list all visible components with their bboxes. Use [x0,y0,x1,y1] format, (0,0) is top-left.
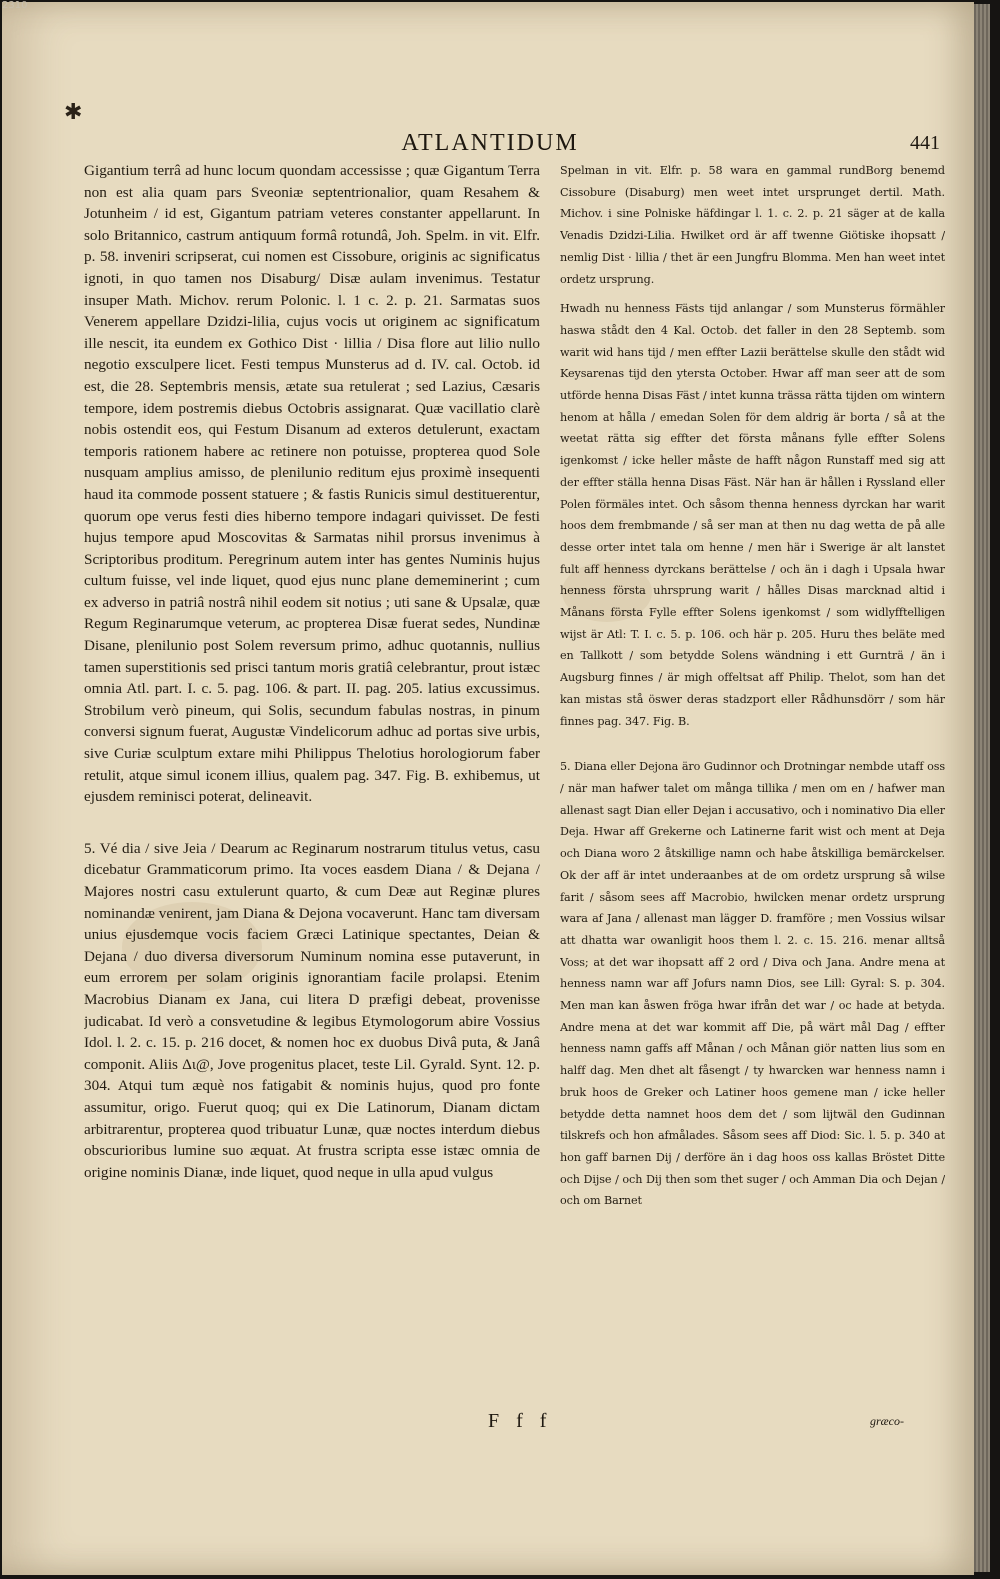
swedish-paragraph: Spelman in vit. Elfr. p. 58 wara en gammal rundBorg benemd Cissobure (Disaburg) men weet intet ursprunget dertil. Math. Michov. i sine Polniske häfdingar l. 1. c. 2. p. 21 säger at de kalla Venadis Dzidzi-Lilia. Hwilket ord är aff twenne Giötiske ihopsatt / nemlig Dist · lillia / thet är een Jungfru Blomma. Men han weet intet ordetz ursprung. [560,164,945,286]
page-number: 441 [910,132,940,154]
catchword: græco- [870,1414,904,1428]
running-head-title: ATLANTIDUM [401,130,579,156]
signature-mark: F f f [488,1410,553,1432]
swedish-paragraph: Hwadh nu henness Fästs tijd anlangar / som Munsterus förmähler haswa stådt den 4 Kal. Octob. det faller in den 28 Septemb. som warit wid hans tijd / men effter Lazii berättelse skulle den stådt wid Keysarenas tijd den ytersta October. Hwar aff man seer att de som utförde henna Disas Fäst / intet kunna trässa rätta tijden om wintern henom at hålla / emedan Solen för dem aldrig är borta / så at the weetat rätta sig effter det första månans fylle effter Solens igenkomst / icke heller måste de hafft någon Runstaff med sig att der effter ställa henna Disas Fäst. När han är hållen i Ryssland eller Polen förmäles intet. Och såsom thenna henness dyrckan har warit hoos dem frembmande / så ser man at then nu dag wetta de på alle desse orter intet tala om henne / men här i Swerige är alt lanstet fult aff henness dyrckans berättelse / och än i dagh i Upsala hwar henness första uhrsprung warit / hålles Disas marcknad altid i Månans första Fylle effter Solens igenkomst / som widlyfftelligen wijst är Atl: T. I. c. 5. p. 106. och här p. 205. Huru thes beläte med en Tallkott / som betydde Solens wändning i ett Gurnträ / än i Augsburg finnes / är migh offeltsat aff Philip. Thelot, som han det kan mistas stå öswer deras stadzport eller Rådhunsdörr / som här finnes pag. 347. Fig. B. [560,302,945,728]
printer-ornament-icon: ✱ [64,100,83,125]
swedish-text-column [560,160,945,1415]
latin-paragraph: 5. Vé dia / sive Jeia / Dearum ac Reginarum nostrarum titulus vetus, casu dicebatur Grammaticorum primo. Ita voces easdem Diana / & Dejana / Majores nostri casu extulerunt quarto, & cum Deæ aut Reginæ plures nominandæ venirent, jam Diana & Dejona vocaverunt. Hanc tam diversam unius ejusdemque vocis faciem Græci Latinique spectantes, Deian & Dejana / duo diversa diversorum Numinum nomina esse putaverunt, in eum errorem per solam originis ignorantiam facile prolapsi. Etenim Macrobius Dianam ex Jana, cui litera D præfigi debeat, provenisse judicabat. Id verò a consvetudine & legibus Etymologorum abire Vossius Idol. l. 2. c. 15. p. 216 docet, & nomen hoc ex duobus Divâ puta, & Janâ componit. Aliis Δι@, Jove progenitus placet, teste Lil. Gyrald. Synt. 12. p. 304. Atqui tum æquè nos fatigabit & nominis hujus, quod pro fonte assumitur, origo. Fuerut quoq; qui ex Die Latinorum, Dianam dictam arbitrarentur, propterea quod tribuatur Lunæ, quæ noctes interdum diebus obscurioribus lumine suo æquat. At frustra scripta esse istæc omnia de origine nominis Dianæ, inde liquet, quod neque in ulla apud vulgus [84,839,540,1181]
latin-paragraph: Gigantium terrâ ad hunc locum quondam accessisse ; quæ Gigantum Terra non est alia quam pars Sveoniæ septentrionalior, quam Resahem & Jotunheim / id est, Gigantum patriam veteres constanter appellarunt. In solo Britannico, castrum antiquum formâ rotundâ, Joh. Spelm. in vit. Elfr. p. 58. inveniri scripserat, cui nomen est Cissobure, originis ac significatus ignoti, in quo tamen nos Disaburg/ Disæ aulam invenimus. Testatur insuper Math. Michov. rerum Polonic. l. 1 c. 2. p. 21. Sarmatas suos Venerem appellare Dzidzi-lilia, cujus vocis ut originem ac significatum ille nescit, ita eundem ex Gothico Dist · lillia / Disa flore aut lilio nullo negotio exsculpere licet. Festi tempus Munsterus ad d. IV. cal. Octob. id est, die 28. Septembris mensis, ætate sua retulerat ; sed Lazius, Cæsaris tempore, idem postremis diebus Octobris assignarat. Quæ vacillatio clarè nobis ostendit eos, qui Festum Disanum ad exteros detulerunt, exactam temporis rationem habere ac retinere non potuisse, propterea quod Sole nusquam amplius amisso, de plenilunio reditum ejus proximè insequenti haud ita commode possent statuere ; & fastis Runicis simul destituerentur, quorum ope verus festi dies hiberno tempore indagari quivisset. De festi hujus tempore apud Moscovitas & Sarmatas nihil prorsus invenimus à Scriptoribus proditum. Peregrinum autem inter has gentes Numinis hujus cultum fuisse, vel inde liquet, quod ejus nunc plane dememinerint ; cum ex adverso in patriâ nostrâ nihil eodem sit notius ; uti sane & Upsalæ, quæ Regum Reginarumque veterum, ac propterea Disæ fuerat sedes, Nundinæ Disane, plenilunio post Solem reversum primo, adhuc quotannis, nullius tamen superstitionis sed prisci tantum moris gratiâ celebrantur, prout istæc omnia Atl. part. I. c. 5. pag. 106. & part. II. pag. 205. latius excussimus. Strobilum verò pineum, qui Solis, secundum fabulas nostras, in pinum conversi signum fuerat, Augustæ Vindelicorum adhuc ad portas sive urbis, sive Curiæ sculptum extare mihi Philippus Thelotius horologiorum faber retulit, atque simul iconem illius, qualem pag. 347. Fig. B. exhibemus, ut ejusdem reminisci poterat, delineavit. [84,162,540,806]
scan-corner-tag: 2310 [2,0,28,11]
swedish-paragraph: 5. Diana eller Dejona äro Gudinnor och Drotningar nembde utaff oss / när man hafwer talet om många tillika / men om en / hafwer man allenast sagt Dian eller Dejan i accusativo, och i nominativo Dia eller Deja. Hwar aff Grekerne och Latinerne farit wist och ment at Deja och Diana woro 2 åtskillige namn och habe åtskilliga bemärckelser. Ok der aff är intet underaanbes at de om ordetz ursprung så wilse farit / såsom sees aff Macrobio, hwilcken menar ordetz ursprung wara af Jana / allenast man lägger D. framföre ; men Vossius wilsar att dhatta war owanligit hoos them l. 2. c. 15. 216. menar alltså Voss; at det war ihopsatt aff 2 ord / Diva och Jana. Andre mena at henness namn war aff Jofurs namn Dios, see Lill: Gyral: S. p. 304. Men man kan åswen fröga hwar ifrån det war / oc hade at betyda. Andre mena at det war kommit aff Die, på wärt mål Dag / effter henness namn gaffs aff Månan / och Månan giör natten lius som en halff dag. Men dhet alt fåsengt / ty hwarcken war henness namn i bruk hoos de Greker och Latiner hoos gemene man / icke heller betydde detta namnet hoos dem det / som lijtwäl den Gudinnan tilskrefs och hon afmålades. Såsom sees aff Diod: Sic. l. 5. p. 340 at hon gaff barnen Dij / derföre än i dag hoos oss kallas Bröstet Ditte och Dijse / och Dij then som thet suger / och Amman Dia och Dejan / och om Barnet [560,760,945,1208]
latin-text-column [84,160,540,1410]
